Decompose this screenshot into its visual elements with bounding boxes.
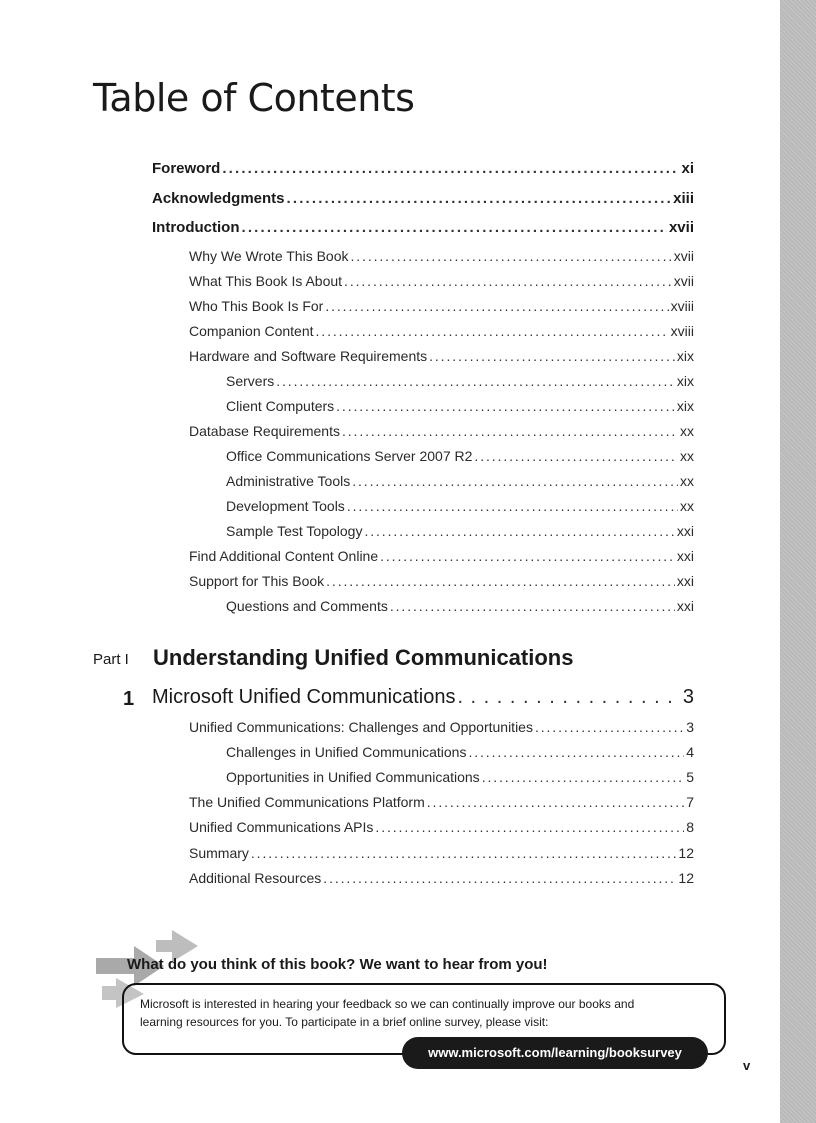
toc-entry-label: Summary: [189, 845, 249, 861]
dot-leader: [375, 819, 684, 835]
toc-entry-page: xxi: [676, 548, 694, 564]
dot-leader: [342, 423, 678, 439]
toc-entry[interactable]: [226, 398, 694, 414]
toc-entry-page: xvii: [673, 273, 694, 289]
toc-entry-page: xix: [676, 373, 694, 389]
toc-entry[interactable]: [189, 348, 694, 364]
toc-entry-page: xiii: [673, 190, 694, 207]
toc-entry[interactable]: [189, 423, 694, 439]
toc-entry-label: Sample Test Topology: [226, 523, 363, 539]
dot-leader: [535, 719, 684, 735]
toc-entry-page: xvii: [668, 219, 694, 236]
dot-leader: [241, 219, 666, 236]
toc-entry-label: Development Tools: [226, 498, 345, 514]
toc-entry-label: Companion Content: [189, 323, 314, 339]
toc-entry[interactable]: [152, 160, 694, 177]
toc-entry[interactable]: [152, 219, 694, 236]
toc-entry-page: xx: [680, 448, 694, 464]
toc-entry-page: xx: [680, 423, 694, 439]
toc-entry-page: 8: [686, 819, 694, 835]
toc-entry-label: Additional Resources: [189, 870, 322, 886]
toc-entry[interactable]: [189, 573, 694, 589]
toc-entry[interactable]: [189, 298, 694, 314]
toc-entry-page: xix: [676, 398, 694, 414]
part-title[interactable]: Understanding Unified Communications: [153, 645, 574, 670]
page-title: Table of Contents: [93, 76, 415, 120]
dot-leader: [323, 870, 676, 886]
toc-entry-label: Hardware and Software Requirements: [189, 348, 428, 364]
feedback-text: [140, 995, 710, 1031]
toc-entry[interactable]: [226, 598, 694, 614]
toc-entry-label: Foreword: [152, 160, 221, 177]
dot-leader: [316, 323, 669, 339]
toc-entry-page: xi: [681, 160, 694, 177]
dot-leader: [251, 845, 677, 861]
toc-entry-page: 5: [686, 769, 694, 785]
dot-leader: [326, 573, 675, 589]
toc-entry-label: The Unified Communications Platform: [189, 794, 425, 810]
toc-entry-page: 4: [686, 744, 694, 760]
toc-entry[interactable]: [226, 769, 694, 785]
toc-entry[interactable]: [189, 273, 694, 289]
dot-leader: [427, 794, 684, 810]
chapter-entry[interactable]: [152, 686, 694, 709]
toc-entry-page: 3: [686, 719, 694, 735]
toc-entry-label: Client Computers: [226, 398, 335, 414]
toc-entry-label: Challenges in Unified Communications: [226, 744, 467, 760]
dot-leader: [482, 769, 685, 785]
toc-entry[interactable]: [189, 819, 694, 835]
toc-entry[interactable]: [226, 523, 694, 539]
toc-entry[interactable]: [226, 373, 694, 389]
toc-entry-label: Database Requirements: [189, 423, 340, 439]
toc-entry-label: Support for This Book: [189, 573, 325, 589]
toc-entry-page: xx: [680, 498, 694, 514]
feedback-heading: What do you think of this book? We want to hear from you!: [127, 956, 548, 973]
toc-entry[interactable]: [189, 323, 694, 339]
toc-entry[interactable]: [189, 845, 694, 861]
toc-entry-page: xix: [676, 348, 694, 364]
dot-leader: [364, 523, 674, 539]
dot-leader: [325, 298, 668, 314]
page-number: v: [743, 1058, 751, 1073]
feedback-line: Microsoft is interested in hearing your feedback so we can continually improve our books and: [140, 997, 635, 1011]
toc-entry[interactable]: [226, 448, 694, 464]
toc-entry[interactable]: [189, 548, 694, 564]
dot-leader: [287, 190, 672, 207]
toc-entry-label: Why We Wrote This Book: [189, 248, 349, 264]
survey-link[interactable]: www.microsoft.com/learning/booksurvey: [402, 1037, 708, 1069]
toc-entry-label: Find Additional Content Online: [189, 548, 379, 564]
toc-entry-label: Opportunities in Unified Communications: [226, 769, 480, 785]
dot-leader: [347, 498, 678, 514]
part-label: Part I: [93, 651, 129, 668]
toc-entry[interactable]: [189, 248, 694, 264]
dot-leader: [352, 473, 678, 489]
toc-entry[interactable]: [189, 794, 694, 810]
toc-entry-label: What This Book Is About: [189, 273, 343, 289]
toc-entry-page: xxi: [676, 523, 694, 539]
toc-entry[interactable]: [226, 498, 694, 514]
dot-leader: [336, 398, 675, 414]
page-edge-strip: [780, 0, 816, 1123]
toc-entry-label: Servers: [226, 373, 275, 389]
toc-entry-page: 7: [686, 794, 694, 810]
dot-leader: [351, 248, 672, 264]
toc-entry-label: Who This Book Is For: [189, 298, 324, 314]
toc-entry-label: Office Communications Server 2007 R2: [226, 448, 473, 464]
toc-entry-page: xx: [680, 473, 694, 489]
dot-leader: [222, 160, 679, 177]
toc-entry[interactable]: [189, 719, 694, 735]
dot-leader: [344, 273, 672, 289]
chapter-title: Microsoft Unified Communications: [152, 686, 456, 708]
toc-entry-page: 12: [678, 870, 694, 886]
chapter-page: 3: [682, 686, 694, 708]
toc-entry-page: xvii: [673, 248, 694, 264]
dot-leader: [457, 686, 680, 709]
chapter-number: 1: [123, 688, 135, 710]
toc-entry[interactable]: [226, 744, 694, 760]
toc-entry-label: Introduction: [152, 219, 240, 236]
dot-leader: [468, 744, 684, 760]
toc-entry[interactable]: [152, 190, 694, 207]
feedback-line: learning resources for you. To participate in a brief online survey, please visit:: [140, 1015, 549, 1029]
dot-leader: [380, 548, 675, 564]
toc-entry-page: xviii: [670, 323, 694, 339]
dot-leader: [276, 373, 675, 389]
toc-entry-label: Administrative Tools: [226, 473, 351, 489]
dot-leader: [429, 348, 675, 364]
toc-entry-label: Acknowledgments: [152, 190, 285, 207]
toc-entry-label: Unified Communications: Challenges and Opportunities: [189, 719, 533, 735]
toc-entry-page: 12: [678, 845, 694, 861]
toc-entry-label: Unified Communications APIs: [189, 819, 374, 835]
toc-entry-page: xviii: [670, 298, 694, 314]
toc-entry-page: xxi: [676, 598, 694, 614]
toc-entry[interactable]: [226, 473, 694, 489]
dot-leader: [474, 448, 678, 464]
dot-leader: [390, 598, 675, 614]
toc-entry-page: xxi: [676, 573, 694, 589]
toc-entry[interactable]: [189, 870, 694, 886]
toc-entry-label: Questions and Comments: [226, 598, 388, 614]
